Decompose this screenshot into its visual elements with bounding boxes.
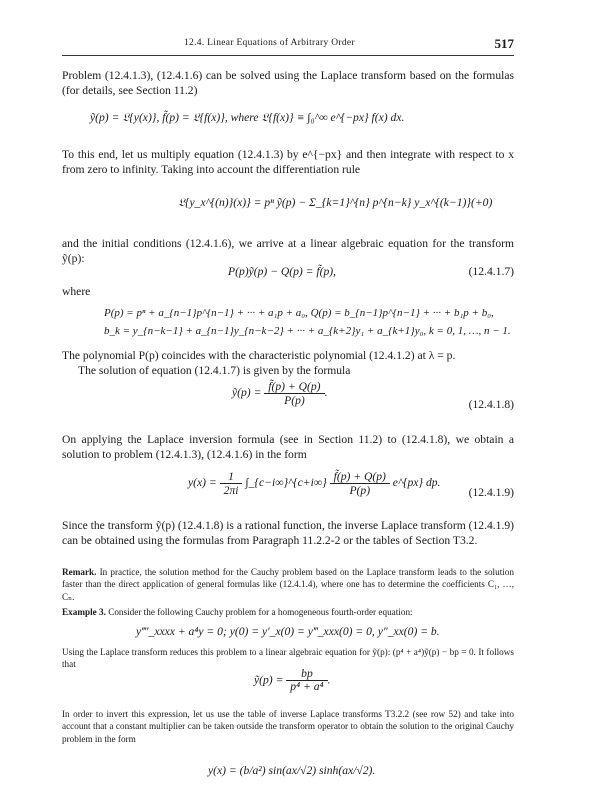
paragraph-6: On applying the Laplace inversion formula (see in Section 11.2) to (12.4.1.8), we obtain a solution to problem (12.4.1.3), (12.4.1.6) in the form — [62, 433, 514, 461]
paragraph-2: To this end, let us multiply equation (12.4.1.3) by e^{−px} and then integrate with respect to x from zero to infinity. Taking into account the differentiation rule — [62, 148, 514, 176]
eq9-coefficient — [220, 470, 243, 497]
ex2-fraction — [286, 668, 327, 694]
equation-example-cauchy: y‴′_xxxx + a⁴y = 0; y(0) = y′_x(0) = y‴_xxx(0) = 0, y″_xx(0) = b. — [136, 625, 440, 638]
equation-bk: b_k = y_{n−k−1} + a_{n−1}y_{n−k−2} + ··· + a_{k+2}y₁ + a_{k+1}y₀, k = 0, 1, …, n − 1. — [104, 325, 511, 337]
eq9-numerator: f̃(p) + Q(p) — [330, 470, 390, 484]
remark-label: Remark. — [62, 567, 97, 577]
remark-block — [62, 566, 514, 603]
eq9-coef-den: 2πi — [223, 484, 239, 497]
where-label: where — [62, 285, 91, 298]
example-label: Example 3. — [62, 607, 106, 617]
remark-text: In practice, the solution method for the Cauchy problem based on the Laplace transform leads to the solution faster than the direct application of general formulas like (12.4.1.4), where one has to determine the coefficients C₁, …, Cₙ. — [62, 567, 514, 602]
eq9-lhs: y(x) = — [188, 476, 217, 490]
eq9-tail: e^{px} dp. — [392, 476, 441, 490]
equation-differentiation-rule: 𝔏{y_x^{(n)}(x)} = pⁿ ỹ(p) − Σ_{k=1}^{n} p^{n−k} y_x^{(k−1)}(+0) — [178, 196, 493, 209]
running-header — [62, 38, 514, 56]
eq9-fraction — [330, 470, 390, 497]
equation-12-4-1-9 — [188, 470, 440, 497]
eq9-denominator: P(p) — [349, 484, 371, 497]
equation-number-8: (12.4.1.8) — [468, 398, 514, 411]
eq9-coef-num: 1 — [220, 470, 243, 484]
ex2-numerator: bp — [286, 668, 327, 681]
eq8-tail: . — [324, 386, 328, 400]
paragraph-4: The polynomial P(p) coincides with the characteristic polynomial (12.4.1.2) at λ = p. — [62, 349, 456, 362]
eq8-lhs: ỹ(p) = — [232, 386, 262, 400]
paragraph-3: and the initial conditions (12.4.1.6), we arrive at a linear algebraic equation for the transform ỹ(p): — [62, 237, 514, 265]
example-text: Consider the following Cauchy problem for a homogeneous fourth-order equation: — [108, 607, 413, 617]
equation-final-solution: y(x) = (b/a²) sin(ax/√2) sinh(ax/√2). — [208, 764, 376, 777]
equation-number-7: (12.4.1.7) — [468, 265, 514, 278]
example-block — [62, 606, 514, 618]
eq8-numerator: f̃(p) + Q(p) — [264, 380, 324, 394]
section-title: 12.4. Linear Equations of Arbitrary Order — [184, 38, 355, 48]
eq8-fraction — [264, 380, 324, 407]
eq8-denominator: P(p) — [284, 394, 305, 407]
eq9-integral: ∫_{c−i∞}^{c+i∞} — [245, 476, 327, 490]
paragraph-8: Using the Laplace transform reduces this problem to a linear algebraic equation for ỹ(p): (p⁴ + a⁴)ỹ(p) − bp = 0. It follows that — [62, 647, 514, 670]
paragraph-7: Since the transform ỹ(p) (12.4.1.8) is a rational function, the inverse Laplace transform (12.4.1.9) can be obtained using the formulas from Paragraph 11.2.2-2 or the tables of Section T3.2. — [62, 519, 515, 547]
paragraph-9: In order to invert this expression, let us use the table of inverse Laplace transforms T3.2.2 (see row 52) and take into account that a constant multiplier can be taken outside the transform operator to obtain the solution to the original Cauchy problem in the form — [62, 709, 514, 744]
equation-12-4-1-7: P(p)ỹ(p) − Q(p) = f̃(p), — [228, 265, 337, 278]
equation-number-9: (12.4.1.9) — [468, 486, 514, 499]
equation-laplace: ỹ(p) = 𝔏{y(x)}, f̃(p) = 𝔏{f(x)}, where 𝔏{f(x)} ≡ ∫₀^∞ e^{−px} f(x) dx. — [90, 111, 405, 124]
equation-12-4-1-8 — [232, 380, 327, 407]
paragraph-5: The solution of equation (12.4.1.7) is given by the formula — [78, 364, 351, 377]
header-rule — [62, 55, 514, 56]
equation-example-transform — [254, 668, 330, 694]
ex2-lhs: ỹ(p) = — [254, 673, 284, 687]
page-number: 517 — [494, 36, 514, 51]
paragraph-1: Problem (12.4.1.3), (12.4.1.6) can be solved using the Laplace transform based on the formulas (for details, see Section 11.2) — [62, 69, 514, 97]
ex2-tail: . — [327, 673, 331, 687]
ex2-denominator: p⁴ + a⁴ — [290, 680, 324, 694]
equation-P-Q: P(p) = pⁿ + a_{n−1}p^{n−1} + ··· + a₁p + a₀, Q(p) = b_{n−1}p^{n−1} + ··· + b₁p + b₀, — [104, 307, 494, 319]
